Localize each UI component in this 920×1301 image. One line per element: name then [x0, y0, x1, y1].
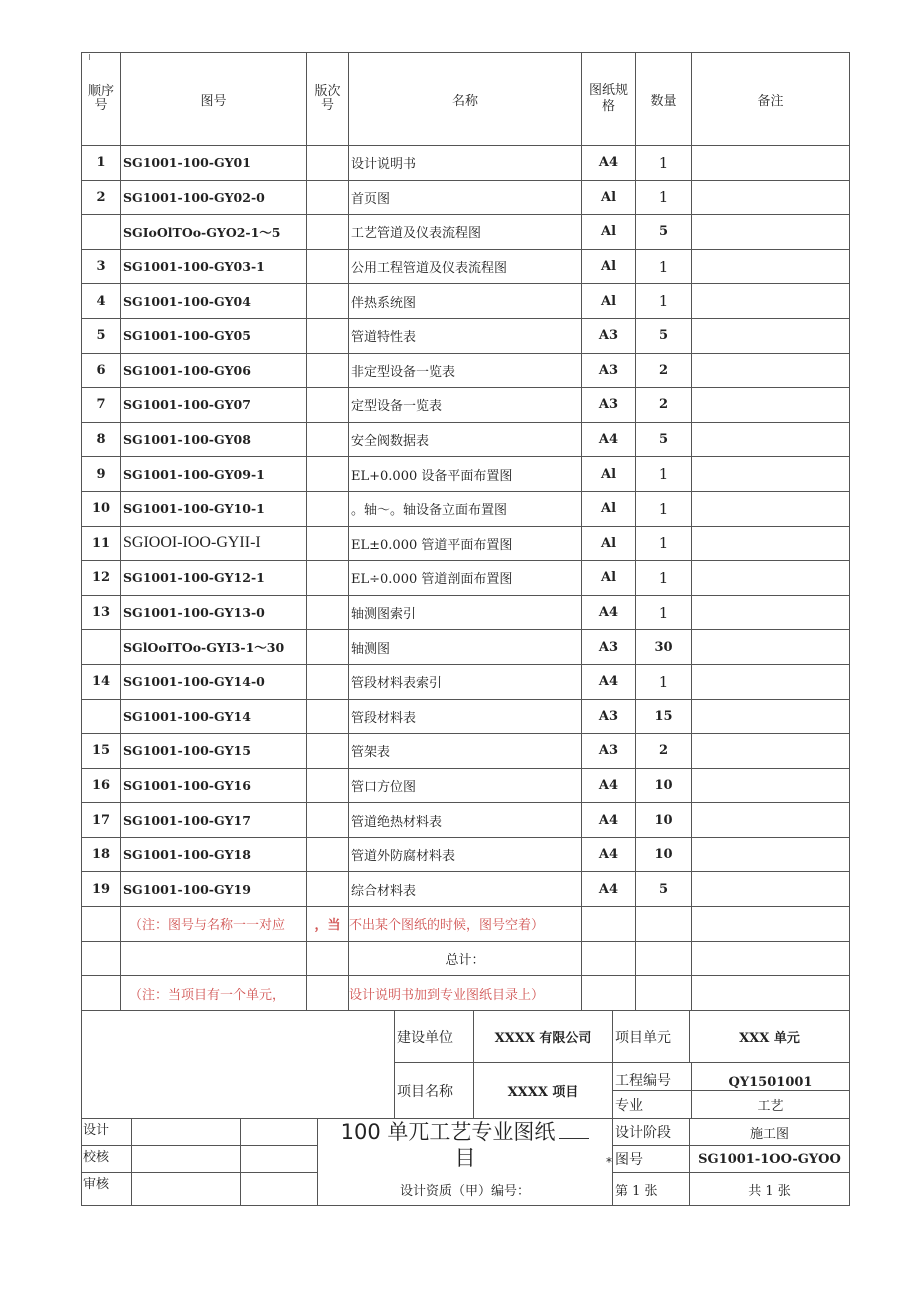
row-seq	[82, 215, 121, 250]
row-remark	[692, 664, 850, 699]
row-seq: 12	[82, 561, 121, 596]
title-line2: 目	[454, 1146, 476, 1171]
row-spec: Al	[582, 284, 636, 319]
row-revision	[307, 803, 349, 838]
row-seq: 7	[82, 388, 121, 423]
row-name: 伴热系统图	[349, 284, 582, 319]
table-row	[82, 699, 850, 734]
row-name: 管段材料表索引	[349, 664, 582, 699]
row-remark	[692, 422, 850, 457]
row-seq: 17	[82, 803, 121, 838]
row-revision	[307, 388, 349, 423]
row-qty: 5	[636, 318, 692, 353]
row-name: 管道绝热材料表	[349, 803, 582, 838]
row-seq: 14	[82, 664, 121, 699]
row-spec: A4	[582, 837, 636, 872]
row-qty: 5	[636, 422, 692, 457]
row-remark	[692, 872, 850, 907]
review-signer-cell	[132, 1173, 241, 1206]
row-name: 定型设备一览表	[349, 388, 582, 423]
row-revision	[307, 318, 349, 353]
row-drawing-no: SG1001-100-GY05	[121, 318, 307, 353]
row-drawing-no: SG1001-100-GY04	[121, 284, 307, 319]
table-row	[82, 837, 850, 872]
stage-value: 施工图	[690, 1119, 850, 1146]
row-spec: Al	[582, 561, 636, 596]
row-spec: A3	[582, 734, 636, 769]
row-revision	[307, 630, 349, 665]
drawing-label: 图号	[613, 1146, 690, 1173]
table-row	[82, 630, 850, 665]
row-spec: A4	[582, 422, 636, 457]
row-qty: 5	[636, 215, 692, 250]
drawing-value: SG1001-1OO-GYOO	[690, 1146, 850, 1173]
row-spec: Al	[582, 457, 636, 492]
row-remark	[692, 526, 850, 561]
title-star: *	[606, 1155, 612, 1170]
row-drawing-no: SG1001-100-GY06	[121, 353, 307, 388]
row-spec: A3	[582, 630, 636, 665]
header-remark: 备注	[692, 53, 850, 146]
table-header-row	[82, 53, 850, 146]
row-seq: 10	[82, 491, 121, 526]
row-name: 管架表	[349, 734, 582, 769]
note2-right: 设计说明书加到专业图纸目录上）	[349, 976, 582, 1011]
row-name: 首页图	[349, 180, 582, 215]
row-qty: 1	[636, 180, 692, 215]
row-name: 非定型设备一览表	[349, 353, 582, 388]
row-spec: Al	[582, 491, 636, 526]
row-spec: A4	[582, 803, 636, 838]
row-drawing-no: SG1001-100-GY19	[121, 872, 307, 907]
row-qty: 2	[636, 734, 692, 769]
row-spec: A4	[582, 595, 636, 630]
table-row	[82, 491, 850, 526]
row-revision	[307, 284, 349, 319]
note2-left: （注：当项目有一个单元，	[121, 976, 307, 1011]
header-seq: 顺序号	[82, 53, 121, 146]
table-row	[82, 664, 850, 699]
row-qty: 1	[636, 284, 692, 319]
row-drawing-no: SG1001-100-GY03-1	[121, 249, 307, 284]
row-qty: 5	[636, 872, 692, 907]
check-date-cell	[241, 1146, 318, 1173]
row-qty: 15	[636, 699, 692, 734]
table-row	[82, 318, 850, 353]
row-seq: 9	[82, 457, 121, 492]
row-name: EL±0.000 管道平面布置图	[349, 526, 582, 561]
row-name: 。轴～。轴设备立面布置图	[349, 491, 582, 526]
table-row	[82, 388, 850, 423]
row-remark	[692, 630, 850, 665]
row-qty: 1	[636, 457, 692, 492]
row-remark	[692, 284, 850, 319]
note1-mid: ，当	[307, 907, 349, 942]
row-revision	[307, 595, 349, 630]
row-revision	[307, 146, 349, 181]
note1-left: （注：图号与名称一一对应	[121, 907, 307, 942]
table-row	[82, 803, 850, 838]
row-seq: 18	[82, 837, 121, 872]
row-revision	[307, 215, 349, 250]
row-remark	[692, 734, 850, 769]
row-seq: 1	[82, 146, 121, 181]
row-drawing-no: SGIoOlTOo-GYO2-1～5	[121, 215, 307, 250]
row-qty: 30	[636, 630, 692, 665]
table-row	[82, 768, 850, 803]
design-signer-cell	[132, 1119, 241, 1146]
sheet-text: 第 1 张	[615, 1183, 658, 1199]
row-seq	[82, 699, 121, 734]
table-row	[82, 457, 850, 492]
row-spec: A4	[582, 768, 636, 803]
row-seq: 19	[82, 872, 121, 907]
row-drawing-no: SG1001-100-GY12-1	[121, 561, 307, 596]
row-revision	[307, 491, 349, 526]
row-spec: A4	[582, 872, 636, 907]
row-spec: A3	[582, 318, 636, 353]
row-spec: Al	[582, 215, 636, 250]
review-label: 审核	[82, 1173, 132, 1206]
qualification: 设计资质（甲）编号：	[318, 1173, 613, 1206]
row-drawing-no: SG1001-100-GY14	[121, 699, 307, 734]
total-sheets: 共 1 张	[690, 1173, 850, 1206]
row-seq: 5	[82, 318, 121, 353]
row-revision	[307, 561, 349, 596]
row-qty: 2	[636, 388, 692, 423]
row-drawing-no: SG1001-100-GY09-1	[121, 457, 307, 492]
corner-mark	[89, 54, 90, 60]
row-name: EL+0.000 设备平面布置图	[349, 457, 582, 492]
row-drawing-no: SG1001-100-GY18	[121, 837, 307, 872]
stage-label: 设计阶段	[613, 1119, 690, 1146]
row-remark	[692, 491, 850, 526]
project-no-value: QY1501001	[728, 1075, 813, 1091]
row-revision	[307, 180, 349, 215]
row-drawing-no: SG1001-100-GY16	[121, 768, 307, 803]
header-name: 名称	[349, 53, 582, 146]
row-seq: 3	[82, 249, 121, 284]
title-line1: 100 单兀工艺专业图纸	[340, 1120, 556, 1145]
row-name: 轴测图	[349, 630, 582, 665]
row-remark	[692, 180, 850, 215]
header-drawing-no: 图号	[121, 53, 307, 146]
row-qty: 2	[636, 353, 692, 388]
row-revision	[307, 249, 349, 284]
table-row	[82, 249, 850, 284]
row-name: 安全阀数据表	[349, 422, 582, 457]
row-name: 轴测图索引	[349, 595, 582, 630]
table-row	[82, 353, 850, 388]
discipline-label: 专业	[613, 1091, 692, 1119]
row-qty: 10	[636, 768, 692, 803]
row-name: 公用工程管道及仪表流程图	[349, 249, 582, 284]
row-drawing-no: SGlOoITOo-GYI3-1～30	[121, 630, 307, 665]
row-name: 设计说明书	[349, 146, 582, 181]
row-remark	[692, 561, 850, 596]
row-revision	[307, 768, 349, 803]
row-drawing-no: SG1001-100-GY15	[121, 734, 307, 769]
row-drawing-no: SG1001-100-GY01	[121, 146, 307, 181]
row-remark	[692, 146, 850, 181]
project-no-label: 工程编号	[613, 1063, 692, 1091]
row-qty: 1	[636, 595, 692, 630]
row-drawing-no: SGIOOI-IOO-GYII-I	[121, 526, 307, 561]
unit-label: 项目单元	[613, 1011, 690, 1063]
row-remark	[692, 353, 850, 388]
row-seq: 15	[82, 734, 121, 769]
row-seq	[82, 630, 121, 665]
row-revision	[307, 734, 349, 769]
row-name: 管口方位图	[349, 768, 582, 803]
row-drawing-no: SG1001-100-GY17	[121, 803, 307, 838]
table-row	[82, 561, 850, 596]
row-revision	[307, 526, 349, 561]
row-revision	[307, 353, 349, 388]
row-remark	[692, 768, 850, 803]
row-name: 管道外防腐材料表	[349, 837, 582, 872]
table-row	[82, 215, 850, 250]
table-row	[82, 526, 850, 561]
drawing-list-table	[81, 52, 850, 1011]
note-row-2	[82, 976, 850, 1011]
project-value: XXXX 项目	[507, 1085, 579, 1101]
row-remark	[692, 595, 850, 630]
row-spec: Al	[582, 249, 636, 284]
row-spec: A3	[582, 388, 636, 423]
row-spec: A4	[582, 664, 636, 699]
row-qty: 1	[636, 664, 692, 699]
table-row	[82, 284, 850, 319]
row-revision	[307, 664, 349, 699]
row-drawing-no: SG1001-100-GY14-0	[121, 664, 307, 699]
design-label: 设计	[82, 1119, 132, 1146]
row-qty: 1	[636, 526, 692, 561]
review-date-cell	[241, 1173, 318, 1206]
row-remark	[692, 457, 850, 492]
row-spec: A3	[582, 353, 636, 388]
table-row	[82, 595, 850, 630]
row-name: 管道特性表	[349, 318, 582, 353]
row-revision	[307, 872, 349, 907]
row-name: 综合材料表	[349, 872, 582, 907]
row-remark	[692, 699, 850, 734]
table-row	[82, 422, 850, 457]
row-remark	[692, 215, 850, 250]
row-remark	[692, 803, 850, 838]
table-row	[82, 180, 850, 215]
title-block	[81, 1011, 850, 1207]
row-revision	[307, 699, 349, 734]
drawing-list-page	[81, 52, 849, 1206]
row-seq: 11	[82, 526, 121, 561]
builder-value: XXXX 有限公司	[494, 1031, 592, 1047]
drawing-title	[318, 1119, 613, 1173]
row-seq: 6	[82, 353, 121, 388]
check-signer-cell	[132, 1146, 241, 1173]
row-qty: 10	[636, 837, 692, 872]
row-spec: A3	[582, 699, 636, 734]
discipline-value: 工艺	[692, 1091, 850, 1119]
total-label: 总计：	[349, 941, 582, 976]
check-label: 校核	[82, 1146, 132, 1173]
table-row	[82, 872, 850, 907]
row-remark	[692, 388, 850, 423]
row-qty: 10	[636, 803, 692, 838]
row-revision	[307, 837, 349, 872]
header-spec: 图纸规格	[582, 53, 636, 146]
header-revision: 版次号	[307, 53, 349, 146]
row-name: EL÷0.000 管道剖面布置图	[349, 561, 582, 596]
row-seq: 13	[82, 595, 121, 630]
row-seq: 2	[82, 180, 121, 215]
row-remark	[692, 318, 850, 353]
row-drawing-no: SG1001-100-GY08	[121, 422, 307, 457]
row-drawing-no: SG1001-100-GY10-1	[121, 491, 307, 526]
row-seq: 16	[82, 768, 121, 803]
row-drawing-no: SG1001-100-GY02-0	[121, 180, 307, 215]
row-qty: 1	[636, 561, 692, 596]
row-seq: 4	[82, 284, 121, 319]
table-row	[82, 146, 850, 181]
row-name: 工艺管道及仪表流程图	[349, 215, 582, 250]
note1-right: 不出某个图纸的时候，图号空着）	[349, 907, 582, 942]
row-remark	[692, 837, 850, 872]
row-spec: Al	[582, 180, 636, 215]
total-row	[82, 941, 850, 976]
table-row	[82, 734, 850, 769]
row-spec: A4	[582, 146, 636, 181]
table-body	[82, 146, 850, 907]
row-qty: 1	[636, 146, 692, 181]
row-remark	[692, 249, 850, 284]
row-name: 管段材料表	[349, 699, 582, 734]
project-label: 项目名称	[395, 1063, 474, 1118]
row-drawing-no: SG1001-100-GY13-0	[121, 595, 307, 630]
row-qty: 1	[636, 491, 692, 526]
design-date-cell	[241, 1119, 318, 1146]
row-revision	[307, 457, 349, 492]
sheet-no	[613, 1173, 690, 1206]
header-qty: 数量	[636, 53, 692, 146]
builder-label: 建设单位	[395, 1011, 474, 1062]
row-drawing-no: SG1001-100-GY07	[121, 388, 307, 423]
row-spec: Al	[582, 526, 636, 561]
unit-value: XXX 单元	[690, 1011, 850, 1063]
note-row-1	[82, 907, 850, 942]
row-qty: 1	[636, 249, 692, 284]
row-revision	[307, 422, 349, 457]
row-seq: 8	[82, 422, 121, 457]
